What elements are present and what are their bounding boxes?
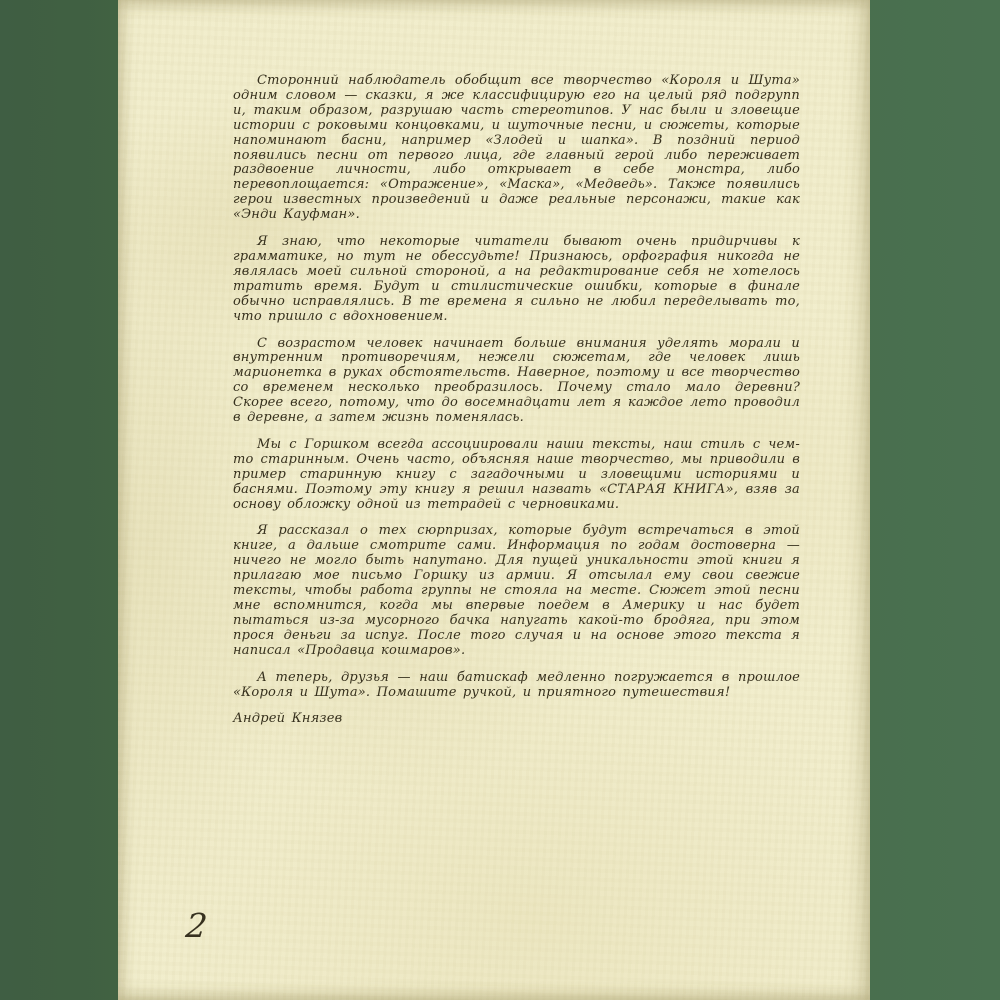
paragraph-3: С возрастом человек начинает больше внимания уделять морали и внутренним противоречиям, нежели сюжетам, где человек лишь марионетка в руках обстоятельств. Наверное, поэтому и все творчество со временем несколько преобразилось. Почему стало мало деревни? Скорее всего, потому, что до восемнадцати лет я каждое лето проводил в деревне, а затем жизнь поменялась. — [233, 335, 800, 426]
paragraph-4: Мы с Горшком всегда ассоциировали наши тексты, наш стиль с чем-то старинным. Очень часто, объясняя наше творчество, мы приводили в пример старинную книгу с загадочными и зловещими историями и баснями. Поэтому эту книгу я решил назвать «СТАРАЯ КНИГА», взяв за основу обложку одной из тетрадей с черновиками. — [233, 436, 800, 512]
page-number: 2 — [184, 906, 210, 945]
paragraph-1: Сторонний наблюдатель обобщит все творчество «Короля и Шута» одним словом — сказки, я же классифицирую его на целый ряд подгрупп и, таким образом, разрушаю часть стереотипов. У нас были и зловещие истории с роковыми концовками, и шуточные песни, и сюжеты, которые напоминают басни, например «Злодей и шапка». В поздний период появились песни от первого лица, где главный герой либо переживает раздвоение личности, либо открывает в себе монстра, либо перевоплощается: «Отражение», «Маска», «Медведь». Также появились герои известных произведений и даже реальные персонажи, такие как «Энди Кауфман». — [233, 73, 800, 223]
foreword-text — [233, 74, 800, 739]
author-signature: Андрей Князев — [233, 711, 343, 727]
paragraph-6: А теперь, друзья — наш батискаф медленно погружается в прошлое «Короля и Шута». Помашите ручкой, и приятного путешествия! — [233, 669, 800, 700]
book-page — [118, 0, 870, 1000]
paragraph-2: Я знаю, что некоторые читатели бывают очень придирчивы к грамматике, но тут не обессудьте! Признаюсь, орфография никогда не являлась моей сильной стороной, а на редактирование себя не хотелось тратить время. Будут и стилистические ошибки, которые в финале обычно исправлялись. В те времена я сильно не любил переделывать то, что пришло с вдохновением. — [233, 234, 800, 324]
paragraph-5: Я рассказал о тех сюрпризах, которые будут встречаться в этой книге, а дальше смотрите сами. Информация по годам достоверна — ничего не могло быть напутано. Для пущей уникальности этой книги я прилагаю мое письмо Горшку из армии. Я отсылал ему свои свежие тексты, чтобы работа группы не стояла на месте. Сюжет этой песни мне вспомнится, когда мы впервые поедем в Америку и нас будет пытаться из-за мусорного бачка напугать какой-то бродяга, при этом прося деньги за испуг. После того случая и на основе этого текста я написал «Продавца кошмаров». — [233, 523, 800, 658]
